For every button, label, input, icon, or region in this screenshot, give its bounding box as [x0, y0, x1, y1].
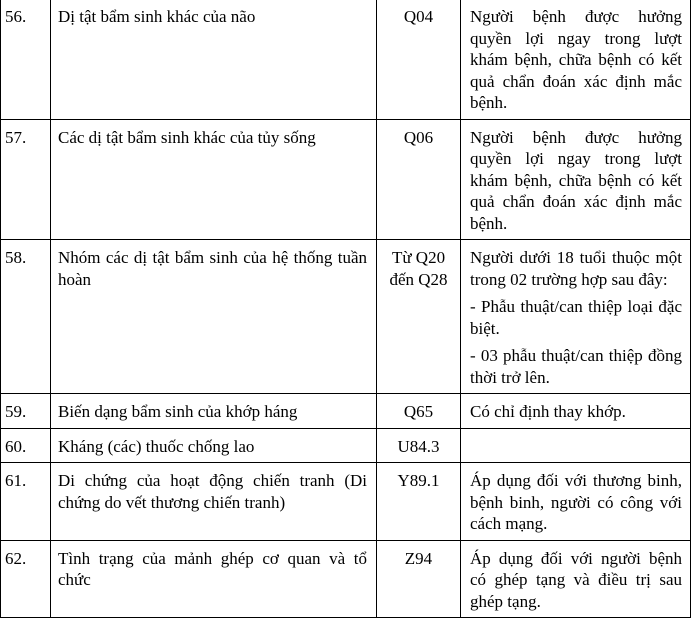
table-row: [1, 119, 691, 240]
row-number: 61.: [1, 463, 51, 541]
table-row: [1, 394, 691, 429]
condition-note: [461, 240, 691, 394]
condition-note: [461, 463, 691, 541]
table-row: [1, 540, 691, 618]
note-paragraph: Áp dụng đối với người bệnh có ghép tạng và điều trị sau ghép tạng.: [470, 548, 682, 611]
row-number: 58.: [1, 240, 51, 394]
icd-code: Z94: [377, 540, 461, 618]
table-row: [1, 240, 691, 394]
disease-name: Dị tật bẩm sinh khác của não: [51, 0, 377, 119]
icd-code: Y89.1: [377, 463, 461, 541]
disease-name: Tình trạng của mảnh ghép cơ quan và tổ chức: [51, 540, 377, 618]
disease-name: Nhóm các dị tật bẩm sinh của hệ thống tuần hoàn: [51, 240, 377, 394]
note-paragraph: - Phẫu thuật/can thiệp loại đặc biệt.: [470, 297, 682, 338]
disease-name: Di chứng của hoạt động chiến tranh (Di chứng do vết thương chiến tranh): [51, 463, 377, 541]
row-number: 62.: [1, 540, 51, 618]
row-number: 60.: [1, 428, 51, 463]
disease-name: Biến dạng bẩm sinh của khớp háng: [51, 394, 377, 429]
note-paragraph: - 03 phẫu thuật/can thiệp đồng thời trở lên.: [470, 346, 682, 387]
condition-note: [461, 428, 691, 463]
note-paragraph: Người dưới 18 tuổi thuộc một trong 02 trường hợp sau đây:: [470, 248, 682, 289]
row-number: 59.: [1, 394, 51, 429]
table-row: [1, 428, 691, 463]
icd-code: Q04: [377, 0, 461, 119]
note-paragraph: Người bệnh được hưởng quyền lợi ngay trong lượt khám bệnh, chữa bệnh có kết quả chẩn đoán xác định mắc bệnh.: [470, 127, 682, 233]
condition-note: [461, 394, 691, 429]
condition-note: [461, 0, 691, 119]
note-paragraph: Có chỉ định thay khớp.: [470, 402, 626, 421]
condition-note: [461, 119, 691, 240]
row-number: 56.: [1, 0, 51, 119]
disease-name: Kháng (các) thuốc chống lao: [51, 428, 377, 463]
icd-code: Q06: [377, 119, 461, 240]
condition-note: [461, 540, 691, 618]
table-row: [1, 463, 691, 541]
icd-code: U84.3: [377, 428, 461, 463]
table-row: [1, 0, 691, 119]
row-number: 57.: [1, 119, 51, 240]
note-paragraph: Áp dụng đối với thương binh, bệnh binh, người có công với cách mạng.: [470, 471, 682, 533]
icd-code: Từ Q20 đến Q28: [377, 240, 461, 394]
disease-name: Các dị tật bẩm sinh khác của tủy sống: [51, 119, 377, 240]
icd-code: Q65: [377, 394, 461, 429]
note-paragraph: Người bệnh được hưởng quyền lợi ngay trong lượt khám bệnh, chữa bệnh có kết quả chẩn đoán xác định mắc bệnh.: [470, 7, 682, 112]
